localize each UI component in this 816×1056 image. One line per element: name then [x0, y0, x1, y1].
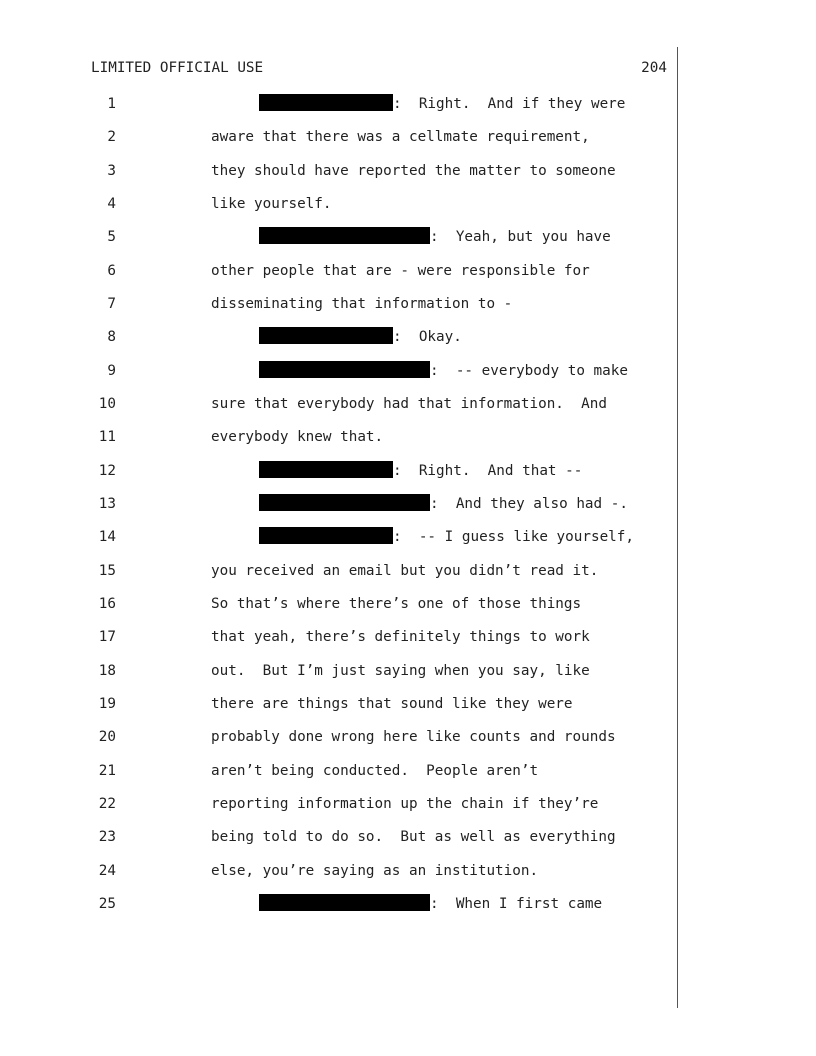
transcript-line [0, 460, 816, 493]
transcript-line [0, 293, 816, 326]
transcript-line [0, 693, 816, 726]
line-number: 12 [98, 462, 116, 479]
transcript-line [0, 793, 816, 826]
transcript-line [0, 660, 816, 693]
line-number: 5 [107, 229, 116, 246]
transcript-line [0, 726, 816, 759]
line-text [211, 261, 590, 281]
line-text [211, 727, 616, 747]
line-number: 2 [107, 129, 116, 146]
spoken-text: there are things that sound like they were [211, 695, 573, 712]
transcript-line [0, 426, 816, 459]
transcript-line [0, 260, 816, 293]
line-number: 3 [107, 162, 116, 179]
transcript-line [0, 193, 816, 226]
line-number: 24 [98, 862, 116, 879]
line-number: 7 [107, 295, 116, 312]
line-number: 9 [107, 362, 116, 379]
spoken-text: sure that everybody had that information. And [211, 395, 607, 412]
line-number: 23 [98, 829, 116, 846]
line-number: 6 [107, 262, 116, 279]
spoken-text: : -- I guess like yourself, [393, 529, 635, 546]
transcript-line [0, 626, 816, 659]
transcript-line [0, 593, 816, 626]
redacted-speaker-name [259, 327, 393, 344]
transcript-line [0, 160, 816, 193]
transcript-line [0, 226, 816, 259]
spoken-text: probably done wrong here like counts and rounds [211, 729, 616, 746]
spoken-text: reporting information up the chain if they’re [211, 795, 599, 812]
line-text [211, 827, 616, 847]
speaker-turn [259, 94, 625, 114]
redacted-speaker-name [259, 361, 430, 378]
speaker-turn [259, 494, 628, 514]
redacted-speaker-name [259, 894, 430, 911]
line-number: 14 [98, 529, 116, 546]
spoken-text: : -- everybody to make [430, 362, 628, 379]
line-number: 25 [98, 895, 116, 912]
line-text [211, 761, 538, 781]
line-text [211, 127, 590, 147]
line-number: 15 [98, 562, 116, 579]
redacted-speaker-name [259, 527, 393, 544]
line-number: 18 [98, 662, 116, 679]
line-text [211, 794, 598, 814]
spoken-text: being told to do so. But as well as everything [211, 829, 616, 846]
transcript-line [0, 493, 816, 526]
transcript-line [0, 326, 816, 359]
transcript-body [0, 93, 816, 926]
line-text [211, 161, 616, 181]
line-number: 1 [107, 96, 116, 112]
spoken-text: aren’t being conducted. People aren’t [211, 762, 539, 779]
spoken-text: disseminating that information to - [211, 295, 513, 312]
line-number: 10 [98, 395, 116, 412]
line-text [211, 694, 573, 714]
line-number: 11 [98, 429, 116, 446]
spoken-text: like yourself. [211, 195, 332, 212]
spoken-text: that yeah, there’s definitely things to work [211, 629, 590, 646]
spoken-text: : Right. And that -- [393, 462, 583, 479]
redacted-speaker-name [259, 227, 430, 244]
transcript-line [0, 360, 816, 393]
line-text [211, 561, 598, 581]
spoken-text: aware that there was a cellmate requirement, [211, 129, 590, 146]
classification-marking: LIMITED OFFICIAL USE [91, 60, 264, 76]
speaker-turn [259, 227, 611, 247]
line-number: 16 [98, 595, 116, 612]
spoken-text: So that’s where there’s one of those things [211, 595, 582, 612]
transcript-line [0, 860, 816, 893]
line-text [211, 594, 581, 614]
speaker-turn [259, 527, 634, 547]
transcript-line [0, 93, 816, 126]
line-number: 4 [107, 195, 116, 212]
transcript-line [0, 526, 816, 559]
spoken-text: out. But I’m just saying when you say, like [211, 662, 590, 679]
redacted-speaker-name [259, 494, 430, 511]
redacted-speaker-name [259, 461, 393, 478]
page-header [91, 60, 667, 82]
line-text [211, 427, 383, 447]
redacted-speaker-name [259, 94, 393, 111]
spoken-text: : When I first came [430, 895, 603, 912]
line-number: 21 [98, 762, 116, 779]
line-text [211, 394, 607, 414]
transcript-line [0, 126, 816, 159]
line-number: 19 [98, 695, 116, 712]
transcript-line [0, 893, 816, 926]
line-text [211, 194, 332, 214]
spoken-text: everybody knew that. [211, 429, 384, 446]
spoken-text: you received an email but you didn’t read it. [211, 562, 599, 579]
line-text [211, 661, 590, 681]
line-number: 13 [98, 495, 116, 512]
transcript-line [0, 560, 816, 593]
speaker-turn [259, 361, 628, 381]
line-number: 22 [98, 795, 116, 812]
page-number: 204 [641, 60, 667, 76]
speaker-turn [259, 894, 602, 914]
spoken-text: : Yeah, but you have [430, 229, 611, 246]
line-number: 20 [98, 729, 116, 746]
transcript-line [0, 760, 816, 793]
spoken-text: : Right. And if they were [393, 96, 626, 112]
line-text [211, 861, 538, 881]
transcript-line [0, 826, 816, 859]
spoken-text: : And they also had -. [430, 495, 628, 512]
line-number: 8 [107, 329, 116, 346]
line-text [211, 627, 590, 647]
spoken-text: other people that are - were responsible for [211, 262, 590, 279]
spoken-text: else, you’re saying as an institution. [211, 862, 539, 879]
speaker-turn [259, 461, 582, 481]
speaker-turn [259, 327, 462, 347]
spoken-text: they should have reported the matter to someone [211, 162, 616, 179]
line-number: 17 [98, 629, 116, 646]
transcript-line [0, 393, 816, 426]
spoken-text: : Okay. [393, 329, 462, 346]
line-text [211, 294, 512, 314]
